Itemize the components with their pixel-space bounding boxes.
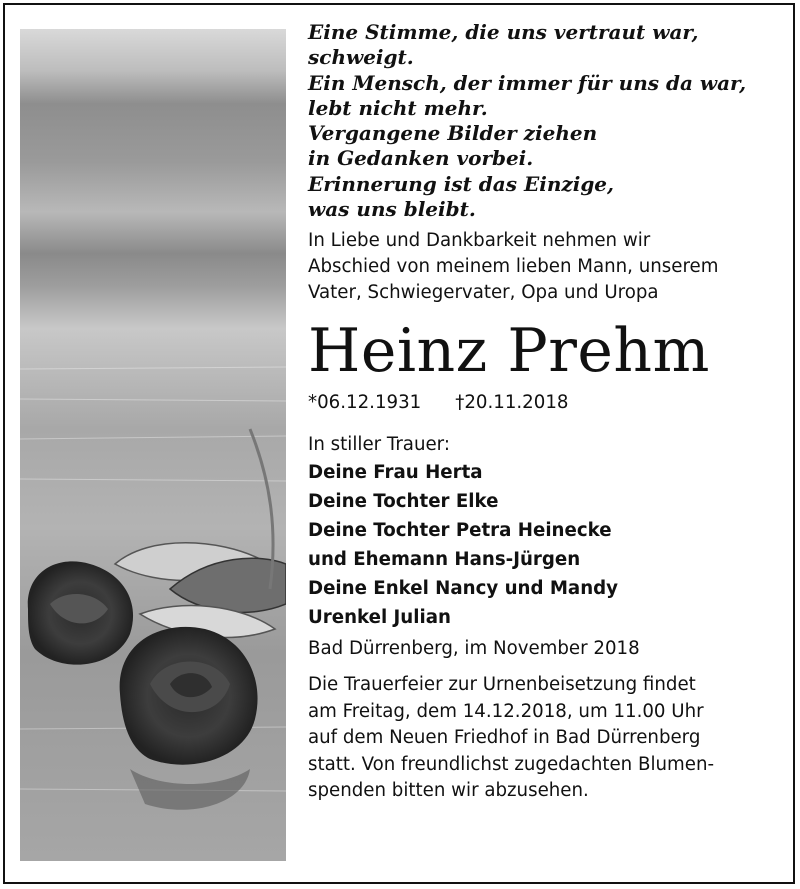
place-date: Bad Dürrenberg, im November 2018 <box>308 638 640 660</box>
mourning-title: In stiller Trauer: <box>308 434 450 456</box>
mourner-line: Deine Tochter Petra Heinecke <box>308 520 612 542</box>
mourners-list <box>308 458 780 632</box>
notice-line: Die Trauerfeier zur Urnenbeisetzung findet <box>308 674 696 696</box>
poem-line: Ein Mensch, der immer für uns da war, <box>308 70 747 95</box>
mourner-line: Deine Frau Herta <box>308 462 483 484</box>
intro-line: Abschied von meinem lieben Mann, unserem <box>308 256 719 278</box>
text-column <box>308 20 780 805</box>
mourner-line: Deine Enkel Nancy und Mandy <box>308 578 619 600</box>
poem-line: Eine Stimme, die uns vertraut war, <box>308 20 699 44</box>
poem-line: Vergangene Bilder ziehen <box>308 121 598 146</box>
mourner-line: Deine Tochter Elke <box>308 491 499 513</box>
life-dates <box>308 390 780 416</box>
mourner-line: und Ehemann Hans-Jürgen <box>308 549 581 571</box>
birth-date: *06.12.1931 <box>308 392 422 414</box>
intro-text <box>308 228 780 306</box>
poem-line: Erinnerung ist das Einzige, <box>308 171 614 196</box>
deceased-name: Heinz Prehm <box>308 316 710 387</box>
poem-line: in Gedanken vorbei. <box>308 146 534 171</box>
notice-line: am Freitag, dem 14.12.2018, um 11.00 Uhr <box>308 700 704 722</box>
rose-on-water-photo <box>20 29 286 861</box>
death-date: †20.11.2018 <box>455 392 569 414</box>
notice-line: spenden bitten wir abzusehen. <box>308 780 589 802</box>
poem-line: was uns bleibt. <box>308 197 476 222</box>
notice-line: auf dem Neuen Friedhof in Bad Dürrenberg <box>308 727 701 749</box>
poem-line: lebt nicht mehr. <box>308 95 488 120</box>
mourner-line: Urenkel Julian <box>308 607 451 629</box>
notice-line: statt. Von freundlichst zugedachten Blumen- <box>308 753 715 775</box>
poem <box>308 20 780 222</box>
intro-line: In Liebe und Dankbarkeit nehmen wir <box>308 230 651 252</box>
funeral-notice <box>308 672 780 805</box>
intro-line: Vater, Schwiegervater, Opa und Uropa <box>308 282 659 304</box>
poem-line: schweigt. <box>308 45 414 70</box>
